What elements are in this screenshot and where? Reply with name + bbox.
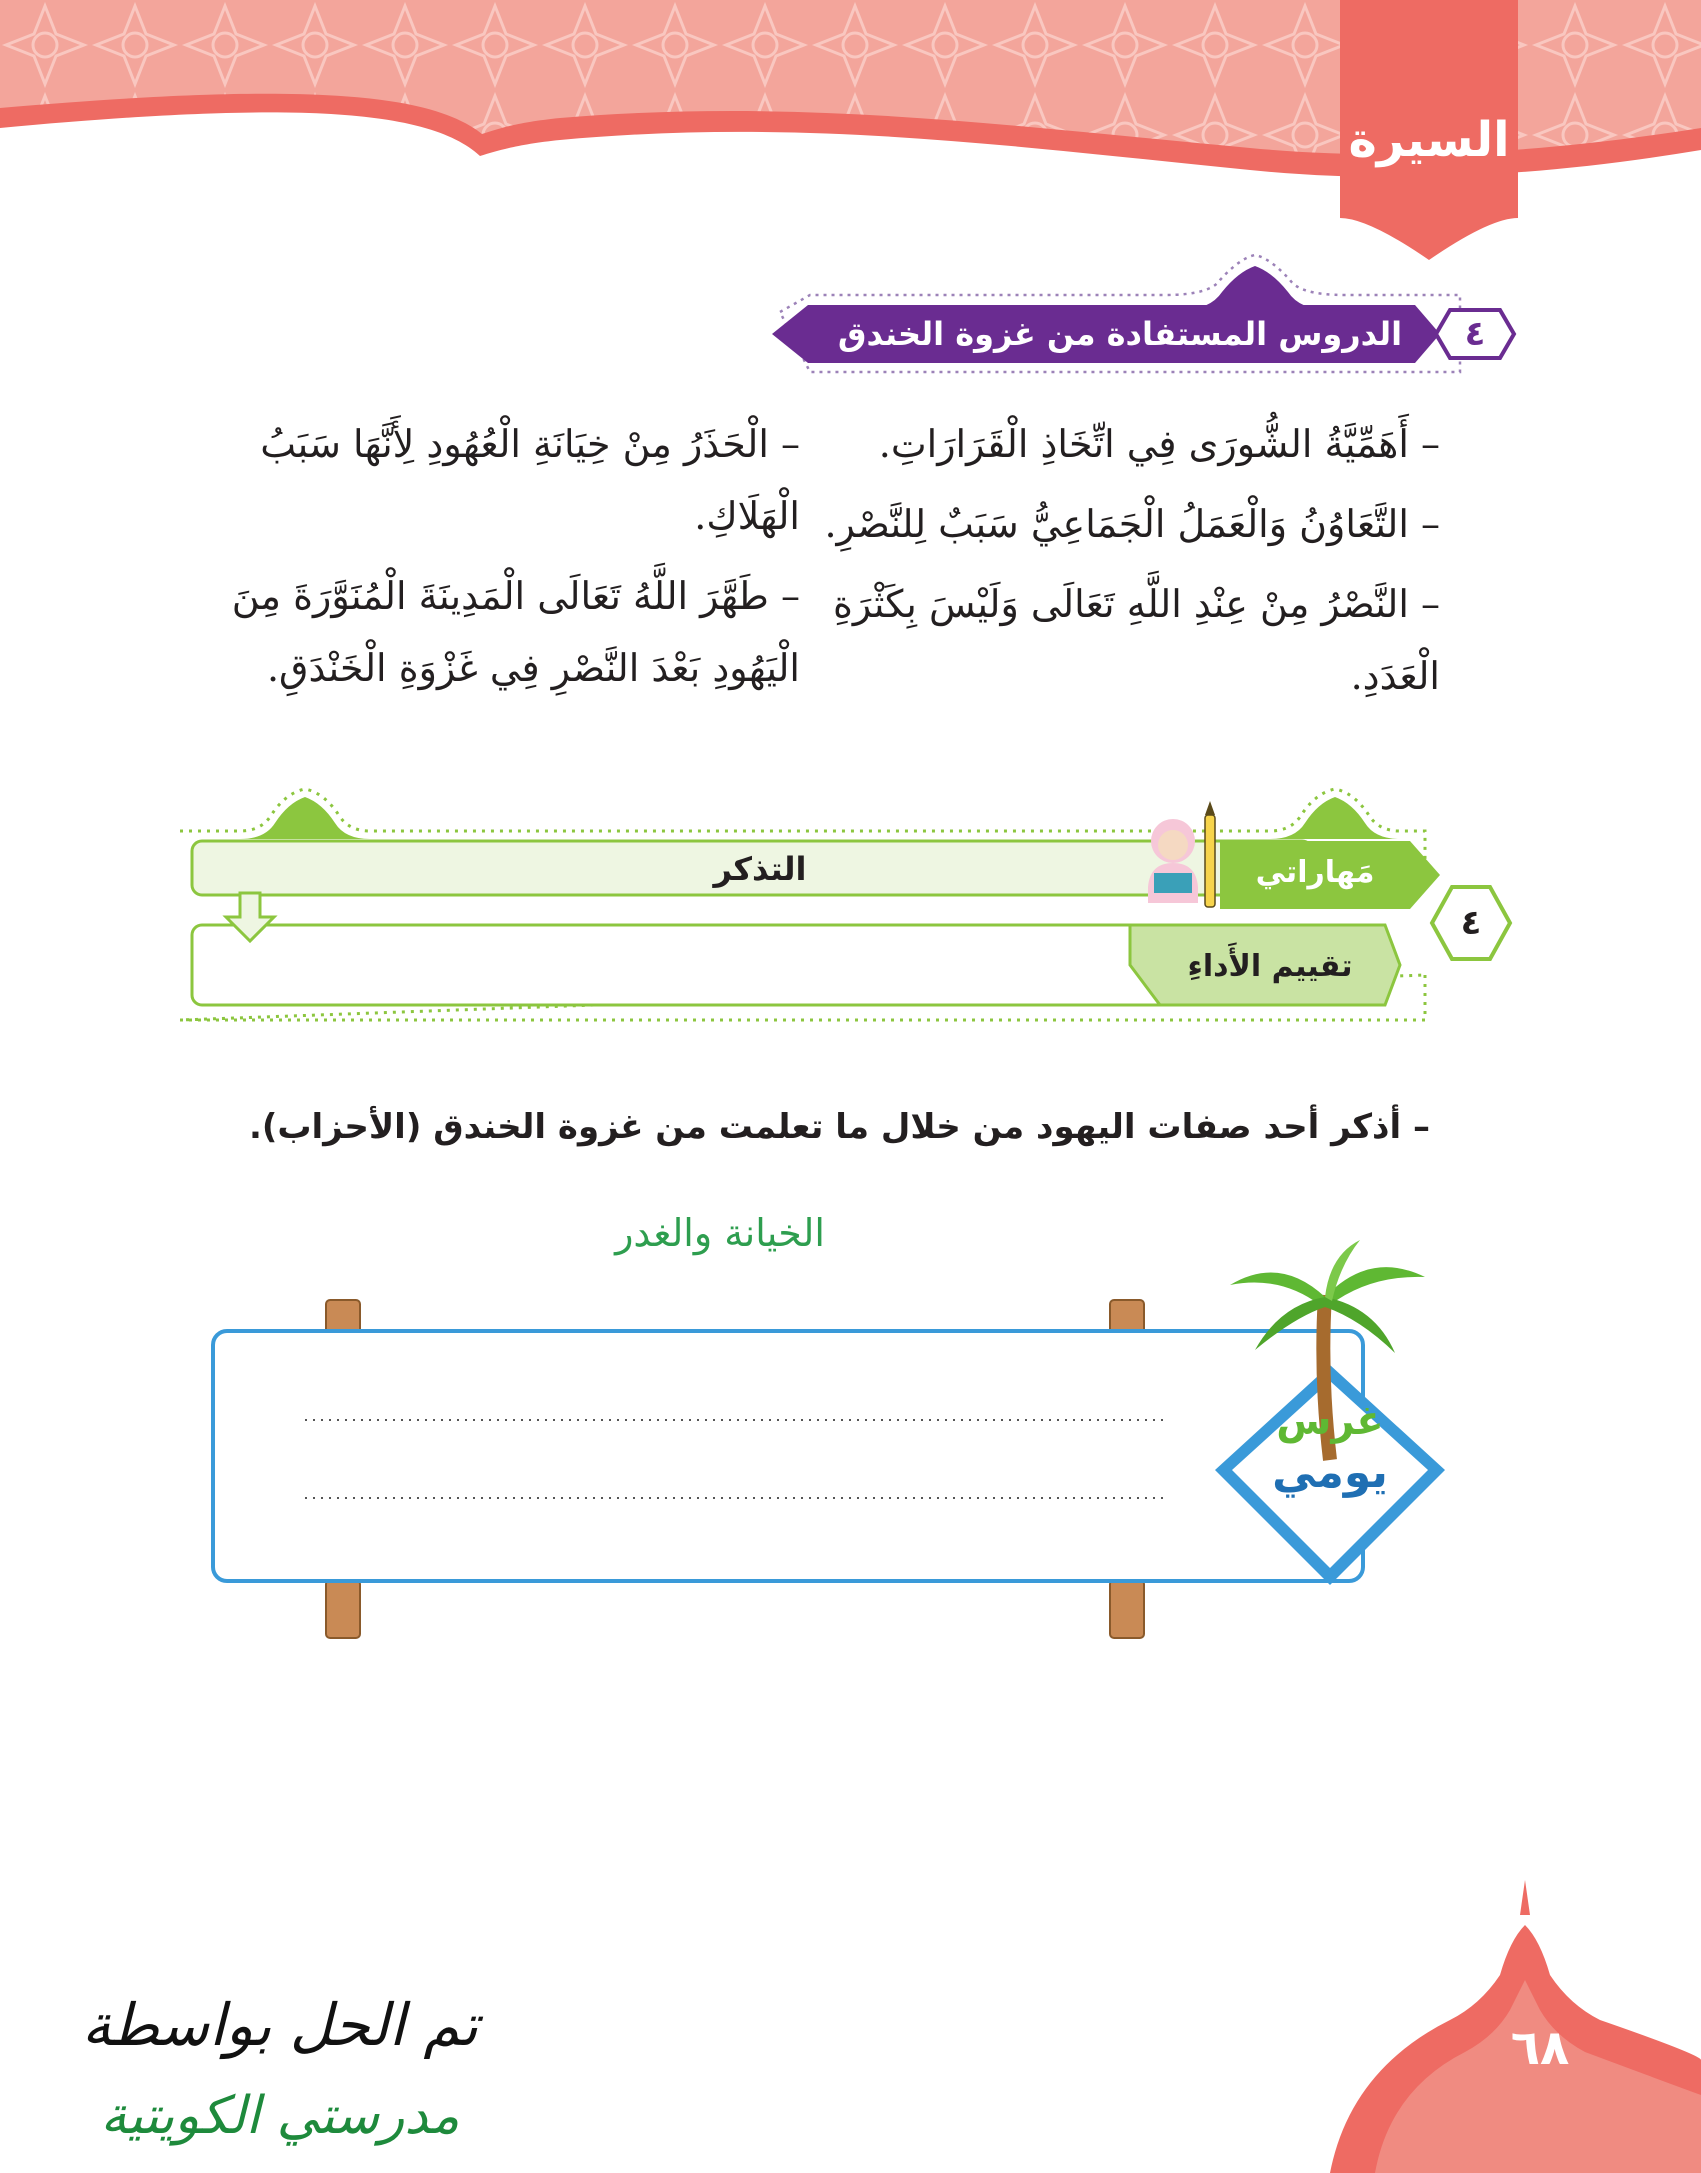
lesson-item: – النَّصْرُ مِنْ عِنْدِ اللَّهِ تَعَالَى وَلَيْسَ بِكَثْرَةِ الْعَدَدِ. [832,582,1440,698]
section-tab [1340,0,1518,250]
skills-label: مَهاراتي [1255,855,1375,890]
watermark-line1: تم الحل بواسطة [81,1991,479,2059]
lesson-item: – طَهَّرَ اللَّهُ تَعَالَى الْمَدِينَةَ الْمُنَوَّرَةَ مِنَ الْيَهُودِ بَعْدَ النَّصْرِ فِي غَزْوَةِ الْخَنْدَقِ. [231,574,800,690]
daily-box [200,1235,1500,1645]
lessons-number: ٤ [1464,314,1486,354]
question-text: – أذكر أحد صفات اليهود من خلال ما تعلمت من غزوة الخندق (الأحزاب). [248,1107,1430,1147]
skill-name: التذكر [713,850,807,888]
lessons-right-column [820,408,1440,712]
lessons-banner [760,250,1520,380]
skills-number: ٤ [1460,903,1482,943]
assessment-label: تقييم الأَداءِ [1187,949,1353,984]
badge-line2: يومي [1272,1447,1388,1498]
lesson-item: – الْحَذَرُ مِنْ خِيَانَةِ الْعُهُودِ لِأَنَّهَا سَبَبُ الْهَلَاكِ. [260,422,800,538]
badge-line1: غرس [1276,1398,1384,1444]
girl-reading-icon [1148,801,1215,907]
lessons-left-column [180,408,800,704]
lesson-item: – التَّعَاوُنُ وَالْعَمَلُ الْجَمَاعِيُّ سَبَبٌ لِلنَّصْرِ. [824,502,1440,546]
page-number: ٦٨ [1510,2020,1570,2076]
watermark-line2: مدرستي الكويتية [100,2086,460,2146]
lesson-item: – أَهَمِّيَّةُ الشُّورَى فِي اتِّخَاذِ الْقَرَارَاتِ. [878,422,1440,466]
skills-banner [170,775,1520,1025]
answer-text: الخيانة والغدر [615,1211,825,1255]
section-tab-label: السيرة [1348,112,1510,168]
lessons-title: الدروس المستفادة من غزوة الخندق [837,315,1403,353]
